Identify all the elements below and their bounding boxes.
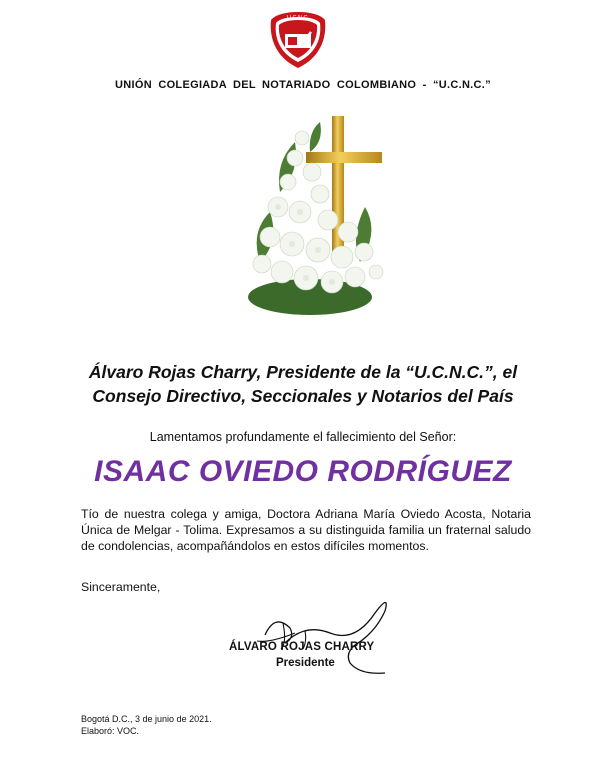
prepared-by: Elaboró: VOC. bbox=[81, 726, 140, 736]
dedication-heading bbox=[30, 360, 576, 408]
signature-image bbox=[235, 583, 415, 693]
organization-title: UNIÓN COLEGIADA DEL NOTARIADO COLOMBIANO - “U.C.N.C.” bbox=[115, 79, 491, 91]
floral-cross-image bbox=[240, 112, 390, 317]
deceased-name: ISAAC OVIEDO RODRÍGUEZ bbox=[94, 455, 512, 488]
intro-text: Lamentamos profundamente el fallecimiento del Señor: bbox=[149, 430, 457, 444]
logo-text: U.C.N.C. bbox=[287, 15, 309, 21]
dedication-line-2: Consejo Directivo, Seccionales y Notarios del País bbox=[92, 386, 514, 406]
closing-text: Sinceramente, bbox=[81, 580, 161, 594]
signer-title: Presidente bbox=[276, 657, 335, 669]
body-paragraph: Tío de nuestra colega y amiga, Doctora Adriana María Oviedo Acosta, Notaria Única de Melgar - Tolima. Expresamos a su distinguida familia un fraternal saludo de condolencias, acompañándolos en estos difíciles momentos. bbox=[81, 507, 531, 553]
date-line: Bogotá D.C., 3 de junio de 2021. bbox=[81, 714, 212, 724]
dedication-line-1: Álvaro Rojas Charry, Presidente de la “U.C.N.C.”, el bbox=[88, 362, 518, 382]
signer-name: ÁLVARO ROJAS CHARRY bbox=[229, 641, 375, 653]
ucnc-logo bbox=[267, 10, 329, 70]
